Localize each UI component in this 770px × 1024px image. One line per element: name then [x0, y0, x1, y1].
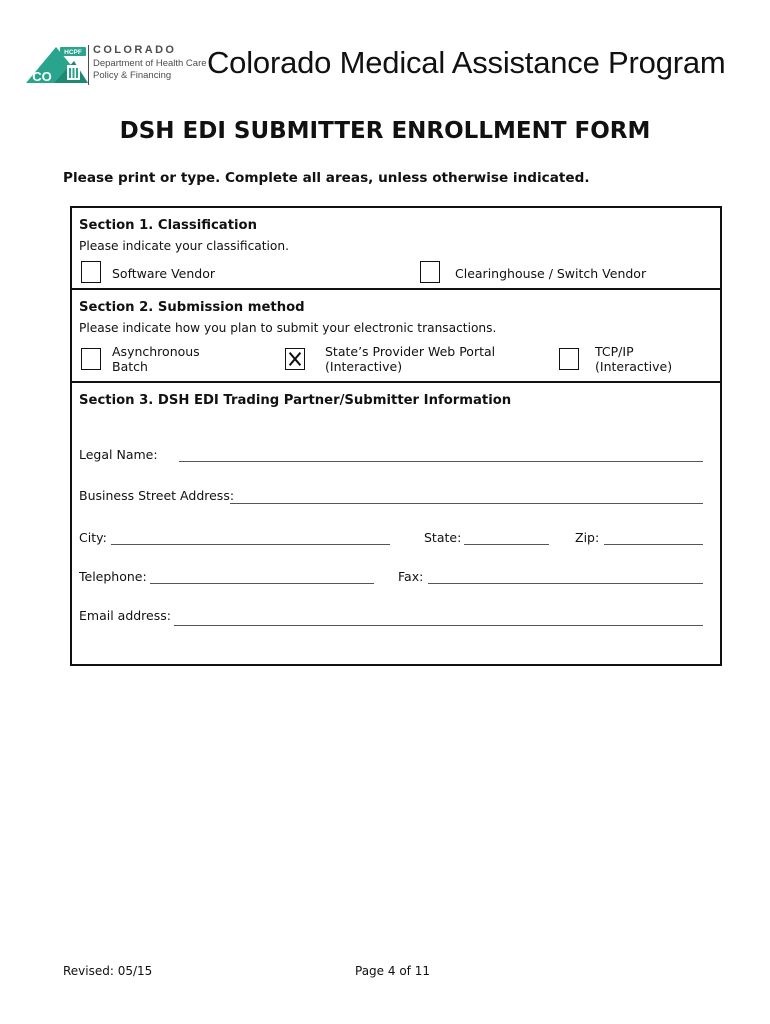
telephone-field[interactable]	[150, 583, 374, 584]
section-divider	[72, 381, 720, 383]
logo-department-line: Department of Health Care	[93, 58, 207, 69]
asynchronous-batch-label: Asynchronous Batch	[112, 344, 200, 374]
logo-division-line: Policy & Financing	[93, 70, 172, 81]
web-portal-label: State’s Provider Web Portal (Interactive)	[325, 344, 496, 374]
section3-title: Section 3. DSH EDI Trading Partner/Submitter Information	[79, 393, 512, 408]
form-title: DSH EDI SUBMITTER ENROLLMENT FORM	[119, 118, 651, 144]
clearinghouse-checkbox[interactable]	[420, 261, 440, 283]
section2-title: Section 2. Submission method	[79, 300, 305, 315]
software-vendor-checkbox[interactable]	[81, 261, 101, 283]
clearinghouse-label: Clearinghouse / Switch Vendor	[455, 266, 647, 281]
email-label: Email address:	[79, 608, 171, 623]
street-address-field[interactable]	[230, 503, 703, 504]
state-label: State:	[424, 530, 462, 545]
section2-note: Please indicate how you plan to submit your electronic transactions.	[79, 321, 497, 335]
state-field[interactable]	[464, 544, 549, 545]
street-address-label: Business Street Address:	[79, 488, 235, 503]
revision-date: Revised: 05/15	[63, 964, 153, 978]
telephone-label: Telephone:	[79, 569, 147, 584]
logo-badge-text: HCPF	[64, 49, 82, 56]
tcpip-label: TCP/IP (Interactive)	[595, 344, 673, 374]
colorado-mountain-logo-icon	[24, 43, 94, 89]
logo-wordmark: COLORADO	[93, 44, 177, 56]
checkmark-x-icon	[286, 349, 304, 369]
page-number: Page 4 of 11	[355, 964, 430, 978]
fax-field[interactable]	[428, 583, 703, 584]
city-field[interactable]	[111, 544, 390, 545]
email-field[interactable]	[174, 625, 703, 626]
zip-label: Zip:	[575, 530, 600, 545]
section-divider	[72, 288, 720, 290]
legal-name-label: Legal Name:	[79, 447, 158, 462]
software-vendor-label: Software Vendor	[112, 266, 215, 281]
fax-label: Fax:	[398, 569, 424, 584]
zip-field[interactable]	[604, 544, 703, 545]
program-title: Colorado Medical Assistance Program	[207, 45, 726, 80]
city-label: City:	[79, 530, 107, 545]
tcpip-checkbox[interactable]	[559, 348, 579, 370]
asynchronous-batch-checkbox[interactable]	[81, 348, 101, 370]
legal-name-field[interactable]	[179, 461, 703, 462]
section1-title: Section 1. Classification	[79, 218, 257, 233]
logo-state-abbrev: CO	[32, 69, 52, 84]
instructions: Please print or type. Complete all areas, unless otherwise indicated.	[63, 170, 590, 186]
web-portal-checkbox[interactable]	[285, 348, 305, 370]
section1-note: Please indicate your classification.	[79, 239, 289, 253]
